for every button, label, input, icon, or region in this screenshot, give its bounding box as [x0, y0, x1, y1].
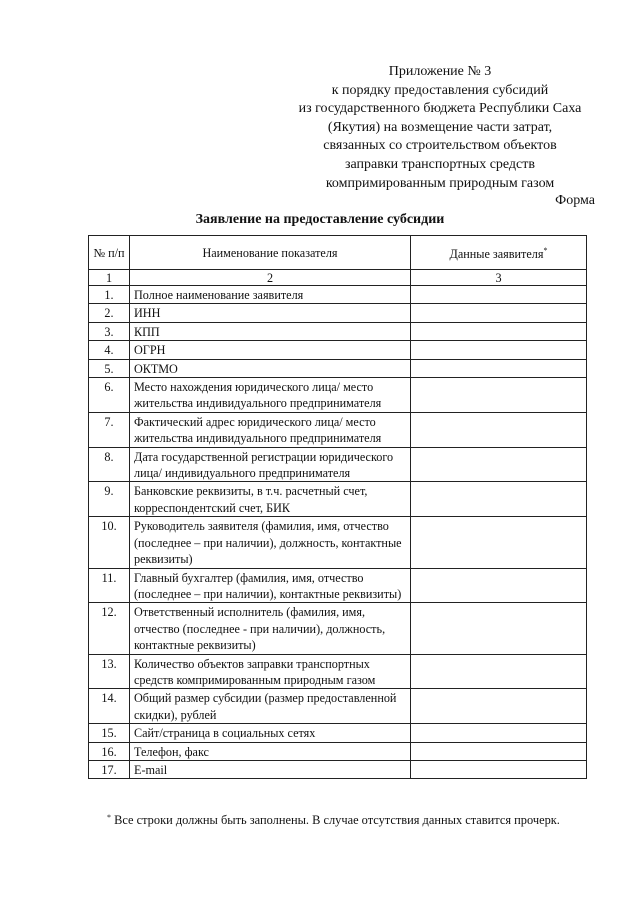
appendix-line: связанных со строительством объектов: [323, 138, 557, 154]
header-data: [411, 236, 587, 270]
row-label: ОГРН: [130, 341, 411, 359]
row-number: 2.: [89, 304, 130, 322]
row-number: 3.: [89, 322, 130, 340]
appendix-line: из государственного бюджета Республики Саха: [298, 101, 582, 117]
table-row: [89, 412, 587, 447]
row-label: Банковские реквизиты, в т.ч. расчетный счет, корреспондентский счет, БИК: [130, 482, 411, 517]
row-value-cell[interactable]: [411, 341, 587, 359]
row-label: Общий размер субсидии (размер предоставленной скидки), рублей: [130, 689, 411, 724]
table-row: [89, 482, 587, 517]
header-data-label: Данные заявителя: [449, 247, 544, 262]
appendix-line: к порядку предоставления субсидий: [331, 82, 549, 98]
row-number: 14.: [89, 689, 130, 724]
appendix-line: компримированным природным газом: [325, 175, 555, 191]
row-value-cell[interactable]: [411, 654, 587, 689]
row-number: 17.: [89, 760, 130, 778]
index-cell: 2: [130, 270, 411, 286]
table-row: [89, 341, 587, 359]
row-number: 8.: [89, 447, 130, 482]
footnote: [107, 813, 560, 828]
row-label: Количество объектов заправки транспортных средств компримированным природным газом: [130, 654, 411, 689]
row-value-cell[interactable]: [411, 447, 587, 482]
row-number: 16.: [89, 742, 130, 760]
row-label: Дата государственной регистрации юридического лица/ индивидуального предпринимателя: [130, 447, 411, 482]
application-table: [88, 235, 587, 779]
table-row: [89, 654, 587, 689]
row-value-cell[interactable]: [411, 760, 587, 778]
row-number: 5.: [89, 359, 130, 377]
table-row: [89, 378, 587, 413]
row-number: 15.: [89, 724, 130, 742]
row-label: Ответственный исполнитель (фамилия, имя, отчество (последнее - при наличии), должность, контактные реквизиты): [130, 603, 411, 654]
row-label: Фактический адрес юридического лица/ место жительства индивидуального предпринимателя: [130, 412, 411, 447]
row-value-cell[interactable]: [411, 568, 587, 603]
row-label: Руководитель заявителя (фамилия, имя, отчество (последнее – при наличии), должность, контактные реквизиты): [130, 517, 411, 568]
row-number: 1.: [89, 286, 130, 304]
row-label: E-mail: [130, 760, 411, 778]
appendix-line: Приложение № 3: [388, 64, 492, 79]
table-row: [89, 724, 587, 742]
index-cell: 1: [89, 270, 130, 286]
table-row: [89, 742, 587, 760]
table-row: [89, 304, 587, 322]
table-row: [89, 603, 587, 654]
appendix-header: [250, 63, 630, 193]
row-number: 9.: [89, 482, 130, 517]
row-value-cell[interactable]: [411, 304, 587, 322]
row-number: 13.: [89, 654, 130, 689]
row-value-cell[interactable]: [411, 482, 587, 517]
footnote-text: Все строки должны быть заполнены. В случае отсутствия данных ставится прочерк.: [111, 813, 560, 827]
footnote-mark: *: [107, 813, 111, 822]
row-value-cell[interactable]: [411, 322, 587, 340]
table-row: [89, 286, 587, 304]
row-label: Место нахождения юридического лица/ место жительства индивидуального предпринимателя: [130, 378, 411, 413]
row-value-cell[interactable]: [411, 412, 587, 447]
header-name: Наименование показателя: [130, 236, 411, 270]
document-title: Заявление на предоставление субсидии: [195, 212, 445, 227]
row-label: КПП: [130, 322, 411, 340]
table-row: [89, 359, 587, 377]
table-header-row: [89, 236, 587, 270]
row-number: 6.: [89, 378, 130, 413]
row-label: Полное наименование заявителя: [130, 286, 411, 304]
table-row: [89, 447, 587, 482]
row-label: Главный бухгалтер (фамилия, имя, отчество (последнее – при наличии), контактные реквизиты): [130, 568, 411, 603]
row-value-cell[interactable]: [411, 359, 587, 377]
row-label: Телефон, факс: [130, 742, 411, 760]
row-value-cell[interactable]: [411, 689, 587, 724]
table-row: [89, 689, 587, 724]
index-cell: 3: [411, 270, 587, 286]
row-label: ИНН: [130, 304, 411, 322]
row-value-cell[interactable]: [411, 742, 587, 760]
row-number: 7.: [89, 412, 130, 447]
table-index-row: [89, 270, 587, 286]
appendix-line: (Якутия) на возмещение части затрат,: [327, 119, 553, 135]
row-value-cell[interactable]: [411, 517, 587, 568]
row-label: ОКТМО: [130, 359, 411, 377]
row-number: 4.: [89, 341, 130, 359]
appendix-line: заправки транспортных средств: [344, 156, 535, 172]
row-value-cell[interactable]: [411, 378, 587, 413]
row-value-cell[interactable]: [411, 603, 587, 654]
row-label: Сайт/страница в социальных сетях: [130, 724, 411, 742]
row-number: 11.: [89, 568, 130, 603]
table-row: [89, 517, 587, 568]
header-num: № п/п: [89, 236, 130, 270]
header-data-mark: *: [543, 246, 548, 256]
table-row: [89, 568, 587, 603]
row-value-cell[interactable]: [411, 724, 587, 742]
row-number: 10.: [89, 517, 130, 568]
row-number: 12.: [89, 603, 130, 654]
row-value-cell[interactable]: [411, 286, 587, 304]
table-row: [89, 760, 587, 778]
form-label: Форма: [555, 193, 595, 208]
table-row: [89, 322, 587, 340]
